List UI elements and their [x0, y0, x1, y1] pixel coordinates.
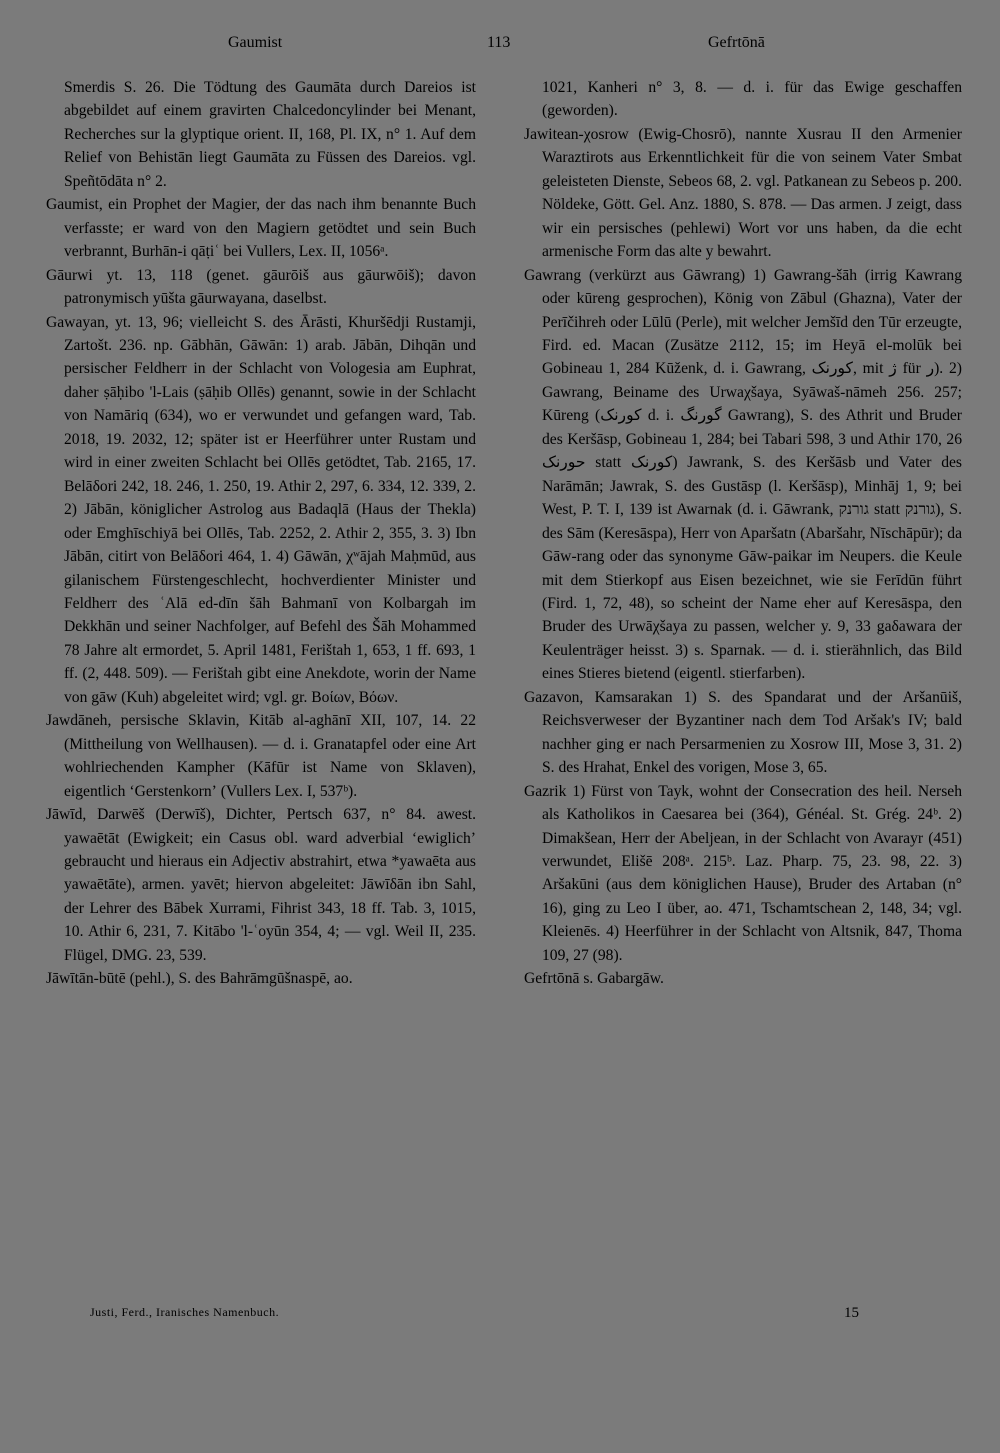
dictionary-entry: Gazrik 1) Fürst von Tayk, wohnt der Consecration des heil. Nerseh als Katholikos in Caesarea bei (364), Généal. St. Grég. 24ᵇ. 2) Dimakšean, Herr der Abeljean, in der Schlacht von Avarayr (451) verwundet, Elišē 208ᵃ. 215ᵇ. Laz. Pharp. 75, 23. 98, 22. 3) Aršakūni (aus dem königlichen Hause), Bruder des Artaban (n° 16), ging zu Leo I über, ao. 471, Tschamtschean 2, 148, 34; vgl. Kleienēs. 4) Heerführer in der Schlacht von Altsnik, 847, Thoma 109, 27 (98). [524, 782, 962, 964]
continued-entry: 1021, Kanheri n° 3, 8. — d. i. für das Ewige geschaffen (geworden). [542, 79, 962, 120]
dictionary-entry: Jāwītān-būtē (pehl.), S. des Bahrāmgūšnaspē, ao. [46, 970, 353, 988]
dictionary-entry: Gazavon, Kamsarakan 1) S. des Spandarat und der Aršanūiš, Reichsverweser der Byzantiner nach dem Tod Aršak's IV; bald nachher ging er nach Persarmenien zu Xosrow III, Mose 3, 31. 2) S. des Hrahat, Enkel des vorigen, Mose 3, 65. [524, 688, 962, 777]
left-column [46, 76, 476, 991]
dictionary-entry: Gawrang (verkürzt aus Gāwrang) 1) Gawrang-šāh (irrig Kawrang oder kūreng gesprochen), König von Zābul (Ghazna), Vater der Perīčihreh oder Lūlū (Perle), mit welcher Jemšīd den Tūr erzeugte, Fird. ed. Macan (Zusätze 2112, 15; im Heyā el-molūk bei Gobineau 1, 284 Kūženk, d. i. Gawrang, کورنک, mit ژ für ر). 2) Gawrang, Beiname des Urwaχšaya, Syāwaš-nāmeh 256. 257; Kūreng (کورنک d. i. گورنگ Gawrang), S. des Athrit und Bruder des Keršāsp, Gobineau 1, 284; bei Tabari 598, 3 und Athir 170, 26 حورنک statt کورنک) Jawrank, S. des Keršāsb und Vater des Narāmān; Jawrak, S. des Gustāsp (l. Keršāsp), Minhāj 1, 9; bei West, P. T. I, 139 ist Awarnak (d. i. Gāwrank, גורנק statt גורנק), S. des Sām (Keresāspa), Herr von Aparšatn (Abaršahr, Nīschāpūr); da Gāw-rang oder das synonyme Gāw-paikar im Neupers. die Keule mit dem Stierkopf aus Eisen bezeichnet, wie sie Ferīdūn führt (Fird. 1, 72, 48), so scheint der Name eher auf Keresāspa, den Bruder des Urwāχšaya zu passen, welcher y. 9, 33 gaδawara der Keulenträger heisst. 3) s. Sparnak. — d. i. stierähnlich, das Bild eines Stieres bietend (eigentl. stierfarben). [524, 266, 962, 683]
running-head-left: Gaumist [228, 34, 283, 51]
footer-signature: Justi, Ferd., Iranisches Namenbuch. [90, 1305, 280, 1319]
running-head-right: Gefrtōnā [708, 34, 765, 51]
dictionary-entry: Jawitean-χosrow (Ewig-Chosrō), nannte Xusrau II den Armenier Waraztirots aus Erkenntlichkeit für die von seinem Vater Smbat geleisteten Dienste, Sebeos 68, 2. vgl. Patkanean zu Sebeos p. 200. Nöldeke, Gött. Gel. Anz. 1880, S. 878. — Das armen. J zeigt, dass wir ein persisches (pehlewi) Wort vor uns haben, da die echt armenische Form das alte y bewahrt. [524, 125, 962, 261]
dictionary-entry: Gawayan, yt. 13, 96; vielleicht S. des Ārāsti, Khuršēdji Rustamji, Zartošt. 236. np. Gābhān, Gāwān: 1) arab. Jābān, Dihqān und persischer Feldherr in der Schlacht von Vologesia am Euphrat, daher ṣāḥibo 'l-Lais (ṣāḥib Ollēs) genannt, sowie in der Schlacht von Namāriq (634), wo er verwundet und gefangen ward, Tab. 2018, 19. 2032, 12; später ist er Heerführer unter Rustam und wird in einer zweiten Schlacht bei Ollēs getödtet, Tab. 2165, 17. Belāδori 242, 18. 246, 1. 250, 19. Athir 2, 297, 6. 334, 12. 339, 2. 2) Jābān, königlicher Astrolog aus Badaqlā (Haus der Thekla) oder Emghīschiyā bei Ollēs, Tab. 2252, 2. Athir 2, 355, 3. 3) Ibn Jābān, citirt von Belāδori 464, 1. 4) Gāwān, χʷājah Maḥmūd, aus gilanischem Fürstengeschlecht, hochverdienter Minister und Feldherr des ʿAlā ed-dīn šāh Bahmanī von Kolbargah im Dekkhān und seiner Nachfolger, auf Befehl des Šāh Mohammed 78 Jahre alt ermordet, 5. April 1481, Ferištah 1, 653, 1 ff. 693, 1 ff. (2, 448. 509). — Ferištah gibt eine Anekdote, worin der Name von gāw (Kuh) abgeleitet wird; vgl. gr. Βοίων, Βόων. [46, 313, 476, 706]
page-number: 113 [487, 34, 511, 51]
continued-entry: Smerdis S. 26. Die Tödtung des Gaumāta durch Dareios ist abgebildet auf einem gravirten Chalcedoncylinder bei Menant, Recherches sur la glyptique orient. II, 168, Pl. IX, n° 1. Auf dem Relief von Behistān liegt Gaumāta zu Füssen des Dareios. vgl. Speñtōdāta n° 2. [64, 79, 476, 190]
dictionary-entry: Gaumist, ein Prophet der Magier, der das nach ihm benannte Buch verfasste; er ward von den Magiern getödtet und sein Buch verbrannt, Burhān-i qāṭiʿ bei Vullers, Lex. II, 1056ᵃ. [46, 196, 476, 261]
dictionary-entry: Jawdāneh, persische Sklavin, Kitāb al-aghānī XII, 107, 14. 22 (Mittheilung von Wellhausen). — d. i. Granatapfel oder eine Art wohlriechenden Kampher (Kāfūr ist Name von Sklaven), eigentlich ʻGerstenkornʼ (Vullers Lex. I, 537ᵇ). [46, 712, 476, 800]
dictionary-entry: Gāurwi yt. 13, 118 (genet. gāurōiš aus gāurwōiš); davon patronymisch yūšta gāurwayana, daselbst. [46, 266, 476, 308]
right-column [524, 76, 962, 991]
dictionary-entry: Gefrtōnā s. Gabargāw. [524, 970, 664, 988]
sheet-number: 15 [844, 1305, 859, 1321]
dictionary-entry: Jāwīd, Darwēš (Derwīš), Dichter, Pertsch 637, n° 84. awest. yawaētāt (Ewigkeit; ein Casus obl. ward adverbial ʻewiglichʼ gebraucht und hieraus ein Adjectiv abstrahirt, etwa *yawaēta aus yawaētāte), armen. yavēt; hiervon abgeleitet: Jāwīδān ibn Sahl, der Lehrer des Bābek Xurrami, Fihrist 343, 18 ff. Tab. 3, 1015, 10. Athir 6, 231, 7. Kitābo 'l-ʿoyūn 354, 4; — vgl. Weil II, 235. Flügel, DMG. 23, 539. [46, 806, 476, 964]
